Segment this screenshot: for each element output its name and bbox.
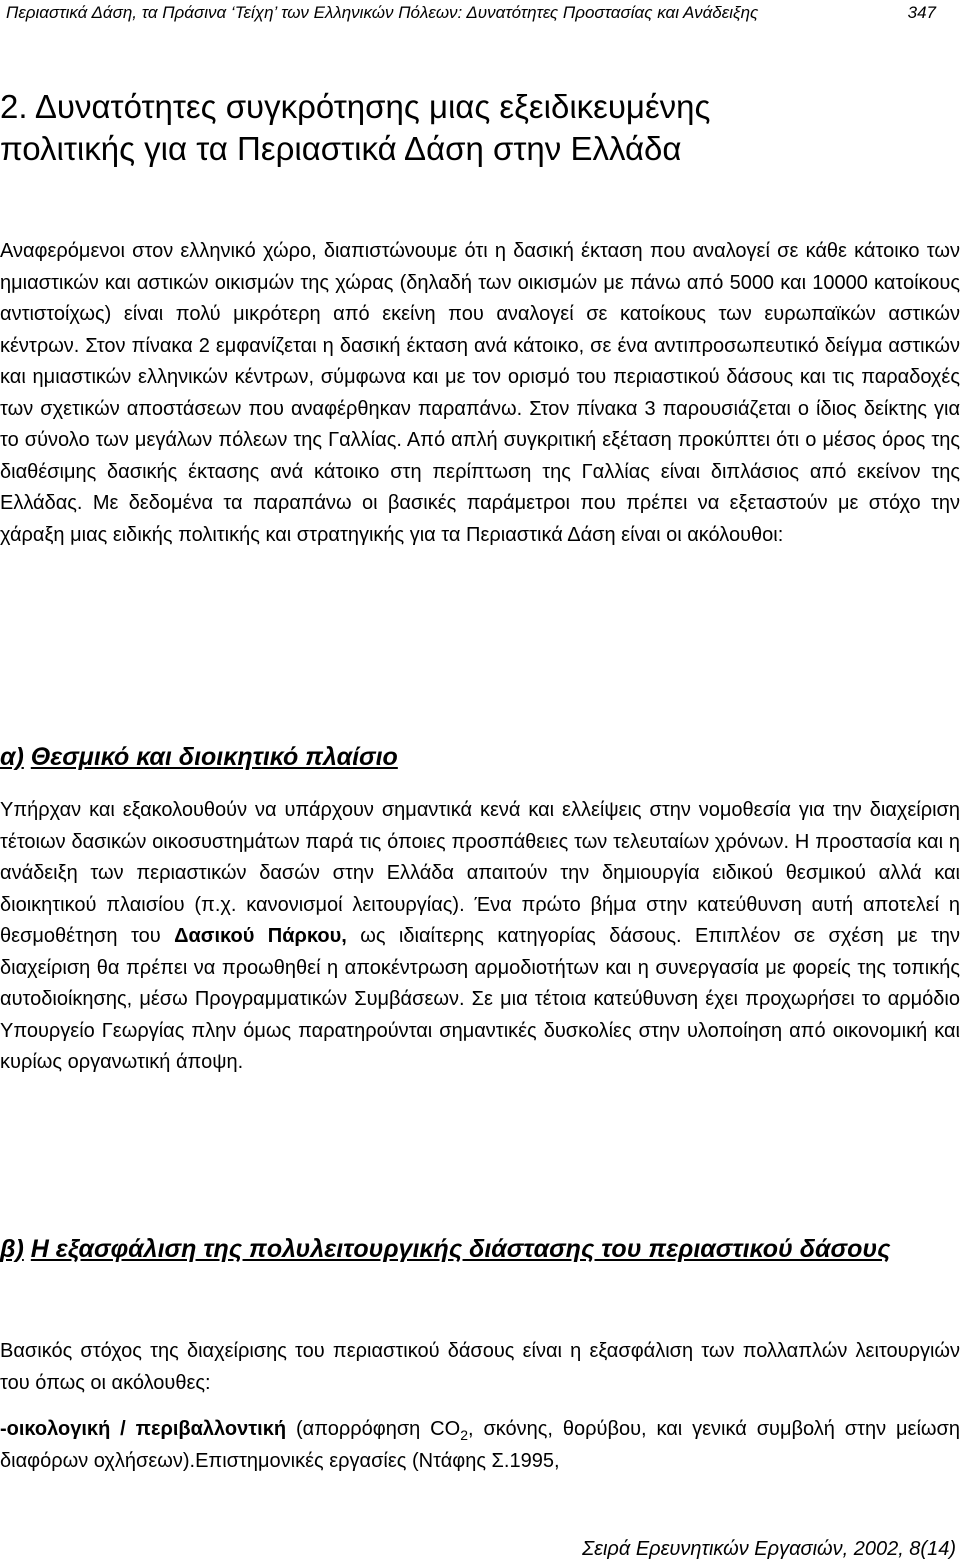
section-title-line2: πολιτικής για τα Περιαστικά Δάση στην Ελλάδα [0, 130, 682, 167]
section-number: 2. [0, 88, 28, 125]
forest-park-term: Δασικού Πάρκου, [174, 925, 347, 947]
subsection-a-heading [0, 736, 960, 779]
running-head-title: Περιαστικά Δάση, τα Πράσινα ‘Τείχη’ των Ελληνικών Πόλεων: Δυνατότητες Προστασίας και Ανάδειξης [6, 3, 759, 22]
subsection-a-label: α) [0, 743, 24, 771]
item-text-2: , σκόνης, θορύβου, και γενικά συμβολή στην μείωση διαφόρων οχλήσεων).Επιστημονικές εργασίες (Ντάφης Σ.1995, [0, 1418, 960, 1472]
subsection-b-label: β) [0, 1235, 24, 1263]
item-text-1: (απορρόφηση CO [295, 1418, 461, 1440]
subsection-b-heading [0, 1228, 960, 1271]
intro-paragraph: Αναφερόμενοι στον ελληνικό χώρο, διαπιστώνουμε ότι η δασική έκταση που αναλογεί σε κάθε κάτοικο των ημιαστικών και αστικών οικισμών της χώρας (δηλαδή των οικισμών με πάνω από 5000 και 10000 κατοίκους αντιστοίχως) είναι πολύ μικρότερη από εκείνη που αναλογεί σε κατοίκους των ευρωπαϊκών αστικών κέντρων. Στον πίνακα 2 εμφανίζεται η δασική έκταση ανά κάτοικο, σε ένα αντιπροσωπευτικό δείγμα αστικών και ημιαστικών ελληνικών κέντρων, σύμφωνα και με τον ορισμό του περιαστικού δάσους και τις παραδοχές των σχετικών αποστάσεων που αναφέρθηκαν παραπάνω. Στον πίνακα 3 παρουσιάζεται ο ίδιος δείκτης για το σύνολο των μεγάλων πόλεων της Γαλλίας. Από απλή συγκριτική εξέταση προκύπτει ότι ο μέσος όρος της διαθέσιμης δασικής έκτασης ανά κάτοικο στη περίπτωση της Γαλλίας είναι διπλάσιος από εκείνον της Ελλάδας. Με δεδομένα τα παραπάνω οι βασικές παράμετροι που πρέπει να εξεταστούν με στόχο την χάραξη μιας ειδικής πολιτικής και στρατηγικής για τα Περιαστικά Δάση είναι οι ακόλουθοι: [0, 240, 960, 546]
series-footer: Σειρά Ερευνητικών Εργασιών, 2002, 8(14) [582, 1538, 956, 1560]
subsection-a-text-1: Υπήρχαν και εξακολουθούν να υπάρχουν σημαντικά κενά και ελλείψεις στην νομοθεσία για την διαχείριση τέτοιων δασικών οικοσυστημάτων παρά τις όποιες προσπάθειες των τελευταίων χρόνων. Η προστασία και η ανάδειξη των περιαστικών δασών στην Ελλάδα απαιτούν την δημιουργία ειδικού θεσμικού αλλά και διοικητικού πλαισίου (π.χ. κανονισμοί λειτουργίας). Ένα πρώτο βήμα στην κατεύθυνση αυτή αποτελεί η θεσμοθέτηση του [0, 799, 960, 947]
ecological-function-label: -οικολογική / περιβαλλοντική [0, 1418, 287, 1440]
subsection-a-text-2: ως ιδιαίτερης κατηγορίας δάσους. Επιπλέον σε σχέση με την διαχείριση θα πρέπει να προωθηθεί η αποκέντρωση αρμοδιοτήτων και η συνεργασία με φορείς της τοπικής αυτοδιοίκησης, μέσω Προγραμματικών Συμβάσεων. Σε μια τέτοια κατεύθυνση έχει προχωρήσει το αρμόδιο Υπουργείο Γεωργίας πλην όμως παρατηρούνται σημαντικές δυσκολίες στην υλοποίηση από οικονομική και κυρίως οργανωτική άποψη. [0, 925, 960, 1073]
page-number: 347 [907, 3, 936, 22]
subsection-a-paragraph [0, 795, 960, 1079]
subsection-b-item [0, 1414, 960, 1477]
subsection-b-intro: Βασικός στόχος της διαχείρισης του περιαστικού δάσους είναι η εξασφάλιση των πολλαπλών λειτουργιών του όπως οι ακόλουθες: [0, 1340, 960, 1394]
running-header [6, 2, 936, 24]
section-heading [0, 86, 960, 170]
section-title-line1: Δυνατότητες συγκρότησης μιας εξειδικευμένης [34, 88, 711, 125]
subsection-a-title: Θεσμικό και διοικητικό πλαίσιο [30, 743, 398, 771]
subsection-b-title: Η εξασφάλιση της πολυλειτουργικής διάστασης του περιαστικού δάσους [30, 1235, 891, 1263]
co2-subscript: 2 [460, 1427, 468, 1443]
